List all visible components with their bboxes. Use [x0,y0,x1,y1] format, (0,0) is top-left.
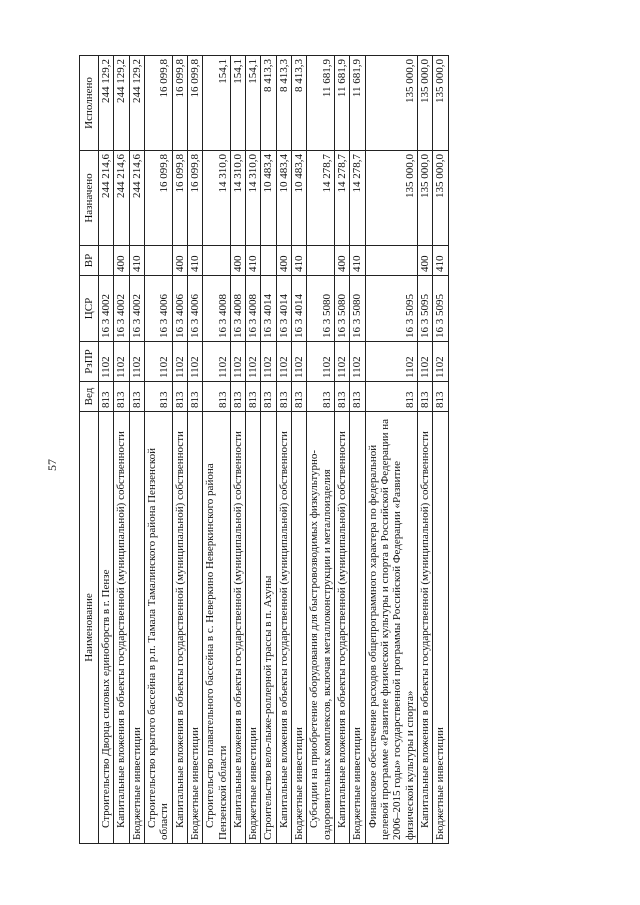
cell-csr: 16 3 4014 [261,276,276,342]
cell-csr: 16 3 4006 [187,276,202,342]
table-row [276,56,291,844]
cell-rzpr: 1102 [203,342,231,382]
cell-name: Субсидии на приобретение оборудования для быстровозводимых физкультурно-оздоровительных комплексов, включая металлоконструкции и металлоизделия [307,412,335,844]
cell-assigned: 10 483,4 [261,151,276,246]
cell-vr: 410 [129,246,144,276]
cell-name: Капитальные вложения в объекты государственной (муниципальной) собственности [417,412,432,844]
table-row [129,56,144,844]
cell-rzpr: 1102 [365,342,417,382]
table-row [230,56,245,844]
cell-rzpr: 1102 [172,342,187,382]
cell-rzpr: 1102 [129,342,144,382]
cell-csr: 16 3 4008 [203,276,231,342]
cell-assigned: 135 000,0 [433,151,448,246]
cell-vr: 410 [246,246,261,276]
cell-name: Строительство крытого бассейна в р.п. Тамала Тамалинского района Пензенской области [144,412,172,844]
cell-executed: 135 000,0 [433,56,448,151]
cell-ved: 813 [365,382,417,412]
table-row [292,56,307,844]
cell-executed: 135 000,0 [365,56,417,151]
table-row [433,56,448,844]
table-row [417,56,432,844]
cell-csr: 16 3 4008 [230,276,245,342]
cell-rzpr: 1102 [417,342,432,382]
cell-csr: 16 3 5080 [335,276,350,342]
cell-assigned: 14 310,0 [230,151,245,246]
cell-csr: 16 3 5095 [417,276,432,342]
cell-name: Строительство плавательного бассейна в с. Неверкино Неверкинского района Пензенской области [203,412,231,844]
cell-assigned: 14 278,7 [350,151,365,246]
cell-executed: 8 413,3 [276,56,291,151]
cell-name: Бюджетные инвестиции [433,412,448,844]
cell-vr: 410 [292,246,307,276]
cell-assigned: 244 214,6 [129,151,144,246]
cell-ved: 813 [276,382,291,412]
cell-vr: 410 [187,246,202,276]
cell-assigned: 16 099,8 [187,151,202,246]
cell-vr [203,246,231,276]
cell-executed: 16 099,8 [187,56,202,151]
cell-ved: 813 [172,382,187,412]
cell-csr: 16 3 5095 [365,276,417,342]
cell-ved: 813 [144,382,172,412]
cell-assigned: 14 278,7 [307,151,335,246]
budget-table [79,55,449,844]
cell-vr [261,246,276,276]
cell-name: Строительство вело-лыже-роллерной трассы в п. Ахуны [261,412,276,844]
table-body [99,56,449,844]
cell-csr: 16 3 4014 [292,276,307,342]
cell-assigned: 16 099,8 [144,151,172,246]
table-row [99,56,114,844]
cell-rzpr: 1102 [187,342,202,382]
cell-executed: 11 681,9 [350,56,365,151]
cell-ved: 813 [99,382,114,412]
table-row [144,56,172,844]
table-row [246,56,261,844]
cell-rzpr: 1102 [230,342,245,382]
cell-executed: 11 681,9 [335,56,350,151]
cell-ved: 813 [246,382,261,412]
column-header-rzpr: РзПР [80,342,99,382]
cell-assigned: 16 099,8 [172,151,187,246]
cell-csr: 16 3 4002 [99,276,114,342]
cell-rzpr: 1102 [335,342,350,382]
table-header-row [80,56,99,844]
cell-name: Капитальные вложения в объекты государственной (муниципальной) собственности [172,412,187,844]
rotated-page-content [79,56,563,844]
cell-rzpr: 1102 [114,342,129,382]
page-number: 57 [44,459,59,471]
cell-ved: 813 [230,382,245,412]
cell-ved: 813 [129,382,144,412]
column-header-assigned: Назначено [80,151,99,246]
table-row [261,56,276,844]
cell-executed: 16 099,8 [172,56,187,151]
cell-csr: 16 3 4002 [114,276,129,342]
cell-csr: 16 3 4006 [172,276,187,342]
cell-name: Капитальные вложения в объекты государственной (муниципальной) собственности [114,412,129,844]
cell-assigned: 244 214,6 [99,151,114,246]
cell-ved: 813 [417,382,432,412]
cell-ved: 813 [203,382,231,412]
cell-vr [144,246,172,276]
cell-name: Финансовое обеспечение расходов общепрограммного характера по федеральной целевой программе «Развитие физической культуры и спорта в Российской Федерации на 2006–2015 годы» государственной программы Российской Федерации «Развитие физической культуры и спорта» [365,412,417,844]
cell-vr [99,246,114,276]
cell-assigned: 10 483,4 [292,151,307,246]
cell-name: Строительство Дворца силовых единоборств в г. Пензе [99,412,114,844]
cell-rzpr: 1102 [307,342,335,382]
cell-ved: 813 [114,382,129,412]
cell-executed: 154,1 [246,56,261,151]
cell-ved: 813 [187,382,202,412]
cell-ved: 813 [307,382,335,412]
cell-assigned: 14 310,0 [203,151,231,246]
cell-vr: 400 [276,246,291,276]
cell-rzpr: 1102 [261,342,276,382]
cell-vr: 400 [230,246,245,276]
column-header-name: Наименование [80,412,99,844]
cell-ved: 813 [433,382,448,412]
cell-csr: 16 3 5080 [350,276,365,342]
cell-rzpr: 1102 [99,342,114,382]
cell-rzpr: 1102 [433,342,448,382]
cell-vr: 400 [172,246,187,276]
column-header-vr: ВР [80,246,99,276]
cell-assigned: 135 000,0 [417,151,432,246]
cell-assigned: 10 483,4 [276,151,291,246]
table-row [350,56,365,844]
cell-name: Бюджетные инвестиции [246,412,261,844]
cell-csr: 16 3 5080 [307,276,335,342]
column-header-executed: Исполнено [80,56,99,151]
cell-ved: 813 [335,382,350,412]
cell-vr: 400 [114,246,129,276]
cell-executed: 8 413,3 [292,56,307,151]
cell-executed: 154,1 [230,56,245,151]
cell-name: Капитальные вложения в объекты государственной (муниципальной) собственности [230,412,245,844]
cell-csr: 16 3 4006 [144,276,172,342]
table-row [307,56,335,844]
cell-name: Бюджетные инвестиции [187,412,202,844]
cell-rzpr: 1102 [276,342,291,382]
cell-rzpr: 1102 [350,342,365,382]
cell-rzpr: 1102 [144,342,172,382]
cell-vr: 400 [417,246,432,276]
cell-rzpr: 1102 [246,342,261,382]
cell-vr [307,246,335,276]
column-header-csr: ЦСР [80,276,99,342]
cell-name: Капитальные вложения в объекты государственной (муниципальной) собственности [335,412,350,844]
cell-csr: 16 3 4002 [129,276,144,342]
cell-executed: 244 129,2 [114,56,129,151]
cell-executed: 8 413,3 [261,56,276,151]
cell-name: Капитальные вложения в объекты государственной (муниципальной) собственности [276,412,291,844]
cell-executed: 16 099,8 [144,56,172,151]
cell-executed: 11 681,9 [307,56,335,151]
cell-assigned: 14 278,7 [335,151,350,246]
cell-csr: 16 3 4014 [276,276,291,342]
cell-name: Бюджетные инвестиции [292,412,307,844]
cell-executed: 135 000,0 [417,56,432,151]
cell-vr: 410 [433,246,448,276]
cell-assigned: 135 000,0 [365,151,417,246]
table-row [172,56,187,844]
cell-assigned: 14 310,0 [246,151,261,246]
cell-ved: 813 [261,382,276,412]
table-row [203,56,231,844]
cell-vr [365,246,417,276]
cell-csr: 16 3 5095 [433,276,448,342]
cell-csr: 16 3 4008 [246,276,261,342]
cell-ved: 813 [350,382,365,412]
table-row [114,56,129,844]
cell-assigned: 244 214,6 [114,151,129,246]
cell-executed: 244 129,2 [129,56,144,151]
cell-name: Бюджетные инвестиции [129,412,144,844]
cell-executed: 244 129,2 [99,56,114,151]
column-header-ved: Вед [80,382,99,412]
cell-name: Бюджетные инвестиции [350,412,365,844]
cell-rzpr: 1102 [292,342,307,382]
cell-ved: 813 [292,382,307,412]
cell-vr: 410 [350,246,365,276]
cell-executed: 154,1 [203,56,231,151]
table-row [187,56,202,844]
table-row [365,56,417,844]
cell-vr: 400 [335,246,350,276]
table-row [335,56,350,844]
